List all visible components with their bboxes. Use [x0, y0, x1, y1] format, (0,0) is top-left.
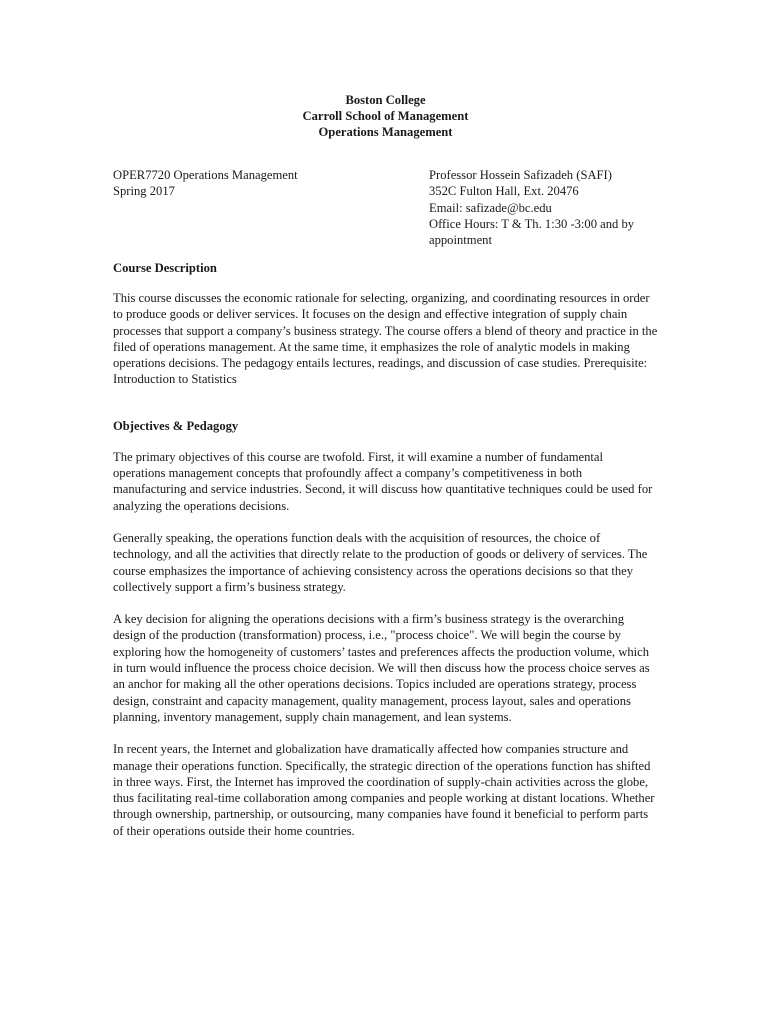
- objectives-heading: Objectives & Pedagogy: [113, 418, 239, 433]
- objectives-paragraph: The primary objectives of this course are twofold. First, it will examine a number of fundamental operations management concepts that profoundly affect a company’s competitiveness in both manufacturing and service industries. Second, it will discuss how quantitative techniques could be used for analyzing the operations decisions.: [113, 449, 653, 513]
- syllabus-page: [113, 92, 658, 839]
- institution-name: Boston College: [345, 93, 426, 107]
- professor-email: Email: safizade@bc.edu: [429, 200, 552, 215]
- course-info-left: [113, 167, 413, 200]
- course-code-title: OPER7720 Operations Management: [113, 168, 298, 182]
- school-name: Carroll School of Management: [302, 109, 469, 123]
- instructor-info: [429, 167, 661, 248]
- course-description-text: This course discusses the economic rationale for selecting, organizing, and coordinating resources in order to produce goods or deliver services. It focuses on the design and effective integration of supply chain processes that support a company’s business strategy. The course offers a blend of theory and practice in the filed of operations management. At the same time, it emphasizes the role of analytic models in making operations decisions. The pedagogy entails lectures, readings, and discussion of case studies. Prerequisite: Introduction to Statistics: [113, 291, 658, 387]
- course-term: Spring 2017: [113, 184, 175, 199]
- objectives-paragraph: In recent years, the Internet and globalization have dramatically affected how companies structure and manage their operations function. Specifically, the strategic direction of the operations function has shifted in three ways. First, the Internet has improved the coordination of supply-chain activities across the globe, thus facilitating real-time collaboration among companies and people working at distant locations. Whether through ownership, partnership, or outsourcing, many companies have found it beneficial to perform parts of their operations outside their home countries.: [113, 742, 655, 838]
- course-area-title: Operations Management: [318, 125, 453, 139]
- course-info-block: [113, 167, 658, 257]
- objectives-paragraph: A key decision for aligning the operations decisions with a firm’s business strategy is the overarching design of the production (transformation) process, i.e., "process choice". We will begin the course by exploring how the homogeneity of customers’ tastes and preferences affects the production volume, which in turn would influence the process choice decision. We will then discuss how the process choice serves as an anchor for making all the other operations decisions. Topics included are operations strategy, process design, constraint and capacity management, quality management, process layout, sales and operations planning, inventory management, supply chain management, and lean systems.: [113, 612, 650, 724]
- course-description-heading: Course Description: [113, 261, 217, 275]
- professor-name: Professor Hossein Safizadeh (SAFI): [429, 168, 612, 182]
- objectives-paragraph: Generally speaking, the operations function deals with the acquisition of resources, the choice of technology, and all the activities that directly relate to the production of goods or delivery of services. The course emphasizes the importance of achieving consistency across the operations decisions so that they collectively support a firm’s business strategy.: [113, 530, 648, 594]
- document-header: [113, 92, 658, 140]
- office-hours: Office Hours: T & Th. 1:30 -3:00 and by appointment: [429, 216, 635, 248]
- office-location: 352C Fulton Hall, Ext. 20476: [429, 184, 579, 199]
